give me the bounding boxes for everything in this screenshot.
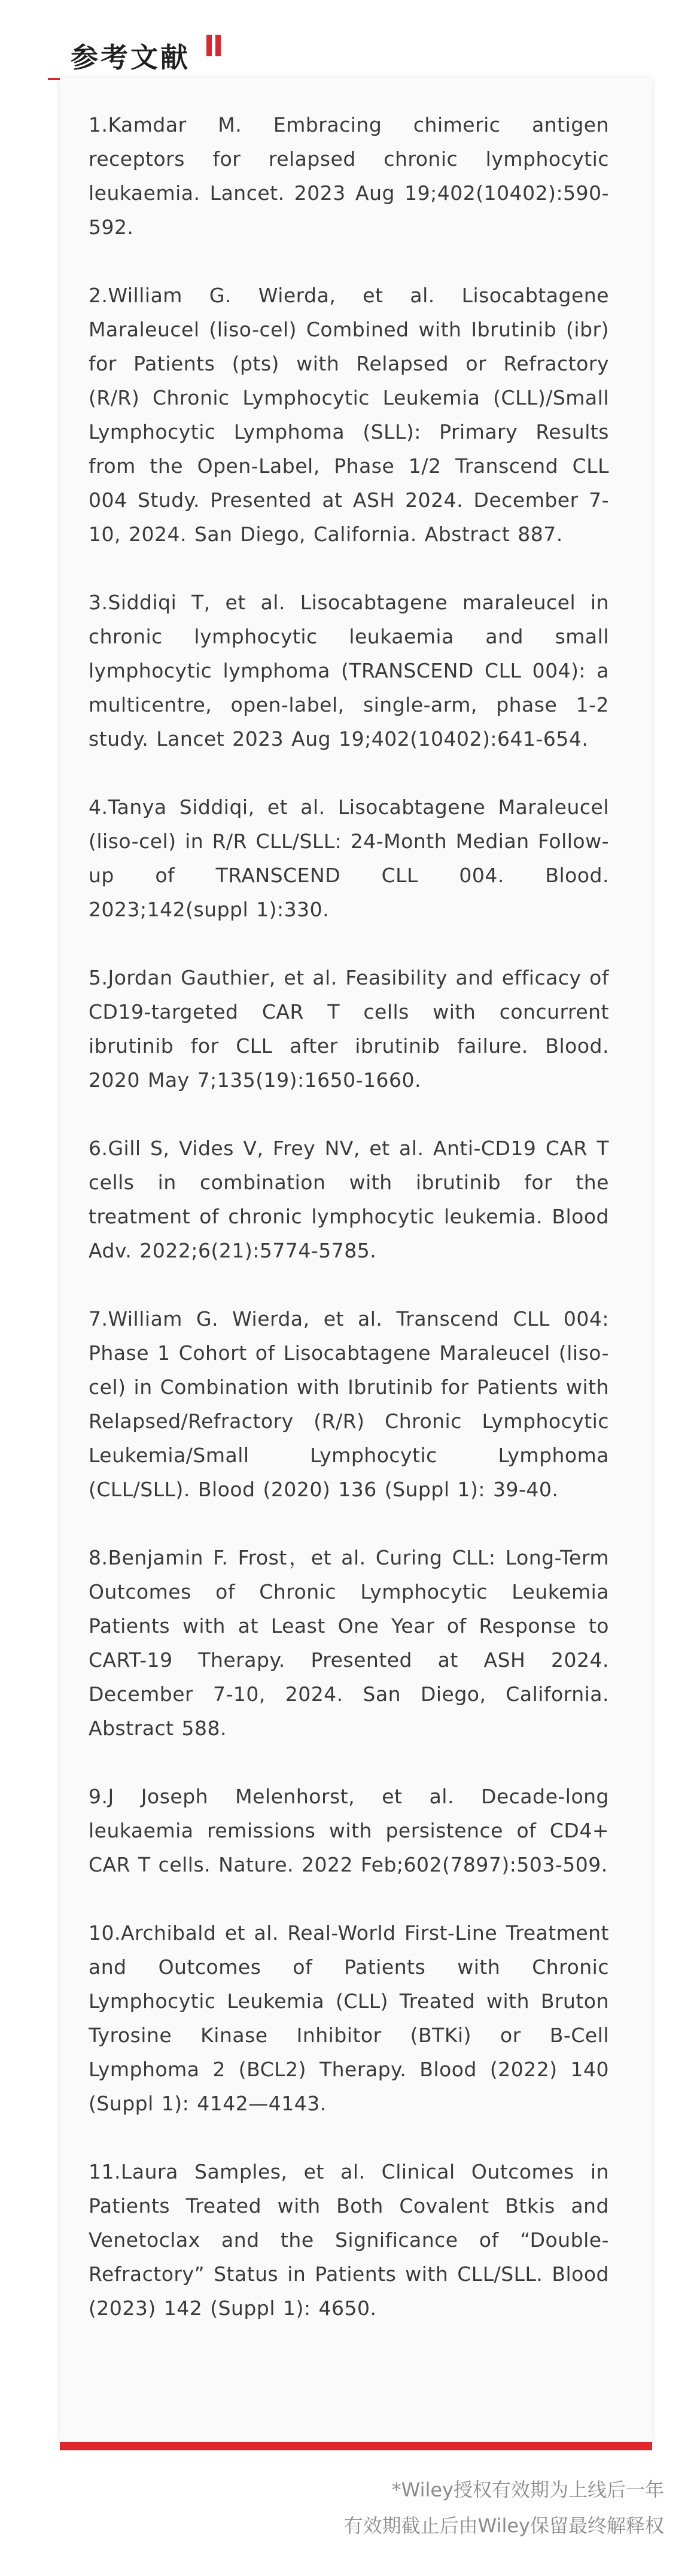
- footer-note: [344, 2472, 664, 2544]
- reference-item-1: 1.Kamdar M. Embracing chimeric antigen receptors for relapsed chronic lymphocytic leukaemia. Lancet. 2023 Aug 19;402(10402):590-592.: [89, 113, 609, 239]
- footer-line-2: 有效期截止后由Wiley保留最终解释权: [343, 2514, 664, 2537]
- reference-item-2: 2.William G. Wierda, et al. Lisocabtagene Maraleucel (liso-cel) Combined with Ibrutinib (ibr) for Patients (pts) with Relapsed or Refractory (R/R) Chronic Lymphocytic Leukemia (CLL)/Small Lymphocytic Lymphoma (SLL): Primary Results from the Open-Label, Phase 1/2 Transcend CLL 004 Study. Presented at ASH 2024. December 7-10, 2024. San Diego, California. Abstract 887.: [89, 284, 609, 546]
- reference-item-9: 9.J Joseph Melenhorst, et al. Decade-long leukaemia remissions with persistence of CD4+ CAR T cells. Nature. 2022 Feb;602(7897):503-509.: [89, 1785, 609, 1876]
- reference-item-11: 11.Laura Samples, et al. Clinical Outcomes in Patients Treated with Both Covalent Btkis and Venetoclax and the Significance of “Double-Refractory” Status in Patients with CLL/SLL. Blood (2023) 142 (Suppl 1): 4650.: [89, 2160, 609, 2320]
- reference-item-8: 8.Benjamin F. Frost，et al. Curing CLL: Long-Term Outcomes of Chronic Lymphocytic Leukemia Patients with at Least One Year of Response to CART-19 Therapy. Presented at ASH 2024. December 7-10, 2024. San Diego, California. Abstract 588.: [89, 1546, 609, 1740]
- header-accent-bar: [215, 35, 221, 56]
- footer-line-1: *Wiley授权有效期为上线后一年: [391, 2478, 664, 2501]
- section-title: 参考文献: [71, 41, 190, 74]
- references-card: [60, 78, 652, 2442]
- reference-item-6: 6.Gill S, Vides V, Frey NV, et al. Anti-CD19 CAR T cells in combination with ibrutinib for the treatment of chronic lymphocytic leukemia. Blood Adv. 2022;6(21):5774-5785.: [89, 1137, 609, 1262]
- reference-list: [89, 108, 609, 2325]
- reference-item-4: 4.Tanya Siddiqi, et al. Lisocabtagene Maraleucel (liso-cel) in R/R CLL/SLL: 24-Month Median Follow-up of TRANSCEND CLL 004. Blood. 2023;142(suppl 1):330.: [89, 795, 609, 921]
- bottom-divider: [60, 2442, 652, 2450]
- reference-item-5: 5.Jordan Gauthier, et al. Feasibility and efficacy of CD19-targeted CAR T cells with concurrent ibrutinib for CLL after ibrutinib failure. Blood. 2020 May 7;135(19):1650-1660.: [89, 966, 609, 1092]
- reference-item-7: 7.William G. Wierda, et al. Transcend CLL 004: Phase 1 Cohort of Lisocabtagene Maraleucel (liso-cel) in Combination with Ibrutinib for Patients with Relapsed/Refractory (R/R) Chronic Lymphocytic Leukemia/Small Lymphocytic Lymphoma (CLL/SLL). Blood (2020) 136 (Suppl 1): 39-40.: [89, 1307, 609, 1501]
- reference-item-3: 3.Siddiqi T, et al. Lisocabtagene maraleucel in chronic lymphocytic leukaemia and small lymphocytic lymphoma (TRANSCEND CLL 004): a multicentre, open-label, single-arm, phase 1-2 study. Lancet 2023 Aug 19;402(10402):641-654.: [89, 591, 609, 751]
- header-accent-bar: [206, 35, 212, 56]
- reference-item-10: 10.Archibald et al. Real-World First-Line Treatment and Outcomes of Patients with Chronic Lymphocytic Leukemia (CLL) Treated with Bruton Tyrosine Kinase Inhibitor (BTKi) or B-Cell Lymphoma 2 (BCL2) Therapy. Blood (2022) 140 (Suppl 1): 4142—4143.: [89, 1921, 609, 2115]
